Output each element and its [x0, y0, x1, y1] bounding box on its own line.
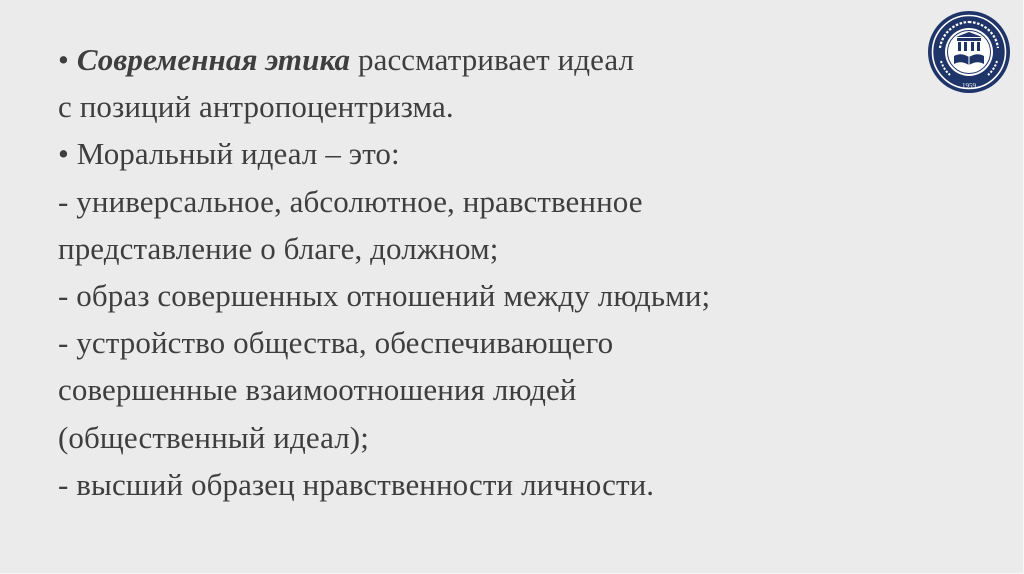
slide-text-block — [58, 36, 918, 508]
text-line-1 — [58, 36, 918, 83]
text-line-3: • Моральный идеал – это: — [58, 136, 400, 172]
text-line-9: (общественный идеал); — [58, 419, 369, 455]
text-line-5: представление о благе, должном; — [58, 230, 499, 266]
text-line-8: совершенные взаимоотношения людей — [58, 372, 577, 408]
text-line-4: - универсальное, абсолютное, нравственное — [58, 183, 643, 219]
text-line-2: с позиций антропоцентризма. — [58, 89, 454, 125]
seal-icon — [918, 8, 1020, 96]
text-line-6: - образ совершенных отношений между людьми; — [58, 278, 711, 314]
university-seal-logo — [918, 8, 1020, 96]
seal-year: 1959 — [962, 82, 976, 90]
emphasis-term: Современная этика — [76, 42, 351, 77]
text-line-10: - высший образец нравственности личности. — [58, 466, 655, 502]
text-line-7: - устройство общества, обеспечивающего — [58, 325, 614, 361]
bullet-1: • — [58, 42, 77, 77]
line-1-text: рассматривает идеал — [350, 42, 635, 77]
